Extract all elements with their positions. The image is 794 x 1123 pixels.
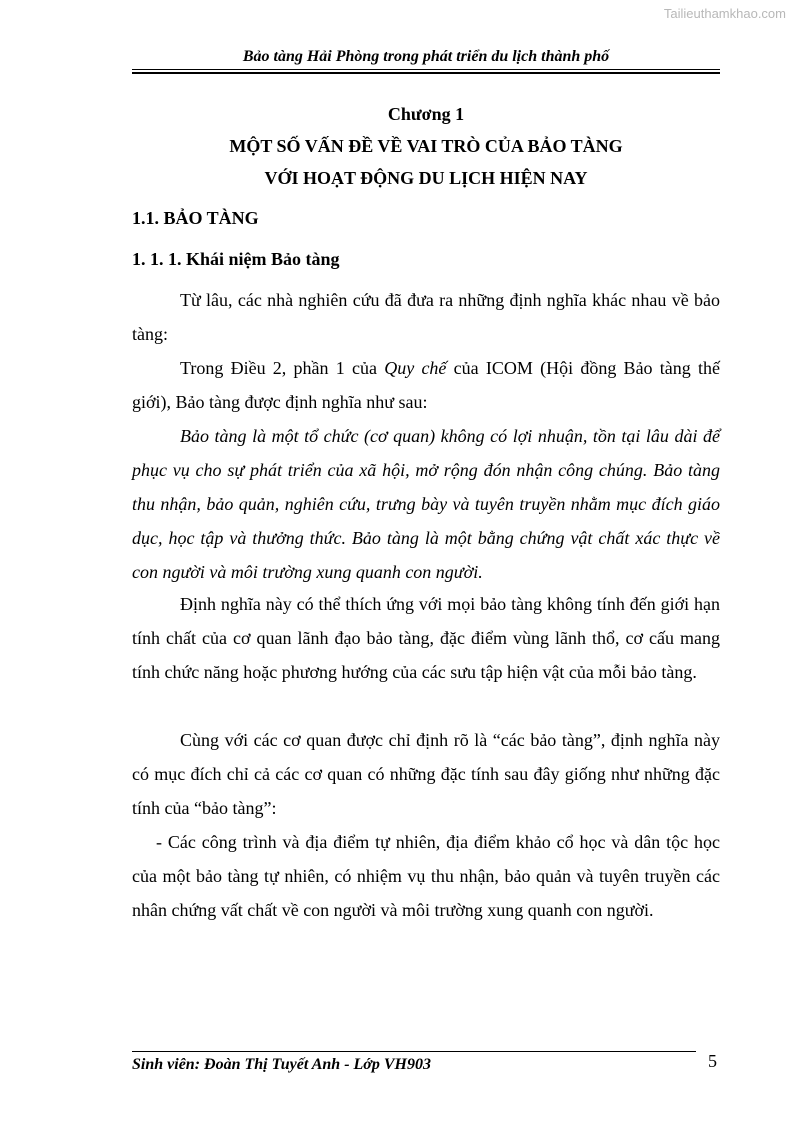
paragraph-definition-quote: Bảo tàng là một tổ chức (cơ quan) không có lợi nhuận, tồn tại lâu dài để phục vụ cho sự phát triển của xã hội, mở rộng đón nhận công chúng. Bảo tàng thu nhận, bảo quản, nghiên cứu, trưng bày và tuyên truyền nhằm mục đích giáo dục, học tập và thưởng thức. Bảo tàng là một bằng chứng vật chất xác thực về con người và môi trường xung quanh con người.	[132, 426, 720, 582]
paragraph-definition-scope: Định nghĩa này có thể thích ứng với mọi bảo tàng không tính đến giới hạn tính chất của cơ quan lãnh đạo bảo tàng, đặc điểm vùng lãnh thổ, cơ cấu mang tính chức năng hoặc phương hướng của các sưu tập hiện vật của mỗi bảo tàng.	[132, 594, 720, 682]
header-rule-thin	[132, 69, 720, 70]
paragraph-icom-reference	[132, 351, 720, 419]
paragraph-icom-text-after: của ICOM (Hội đồng Bảo tàng thế giới), Bảo tàng được định nghĩa như sau:	[132, 358, 720, 412]
chapter-title-line2: VỚI HOẠT ĐỘNG DU LỊCH HIỆN NAY	[264, 168, 588, 188]
paragraph-icom-text-before: Trong Điều 2, phần 1 của	[180, 358, 385, 378]
watermark: Tailieuthamkhao.com	[663, 6, 786, 21]
footer-rule	[132, 1051, 696, 1052]
page-number: 5	[708, 1051, 717, 1071]
section-heading: 1.1. BẢO TÀNG	[132, 208, 259, 228]
subsection-heading: 1. 1. 1. Khái niệm Bảo tàng	[132, 249, 340, 269]
paragraph-intro: Từ lâu, các nhà nghiên cứu đã đưa ra những định nghĩa khác nhau về bảo tàng:	[132, 290, 720, 344]
paragraph-icom-italic-term: Quy chế	[384, 358, 447, 378]
running-header: Bảo tàng Hải Phòng trong phát triển du lịch thành phố	[242, 48, 610, 65]
paragraph-extended-definition: Cùng với các cơ quan được chỉ định rõ là “các bảo tàng”, định nghĩa này có mục đích chỉ cả các cơ quan có những đặc tính sau đây giống như những đặc tính của “bảo tàng”:	[132, 730, 720, 818]
footer-student: Sinh viên: Đoàn Thị Tuyết Anh - Lớp VH903	[132, 1056, 431, 1073]
list-item-natural-sites: - Các công trình và địa điểm tự nhiên, địa điểm khảo cổ học và dân tộc học của một bảo tàng tự nhiên, có nhiệm vụ thu nhận, bảo quản và tuyên truyền các nhân chứng vất chất về con người và môi trường xung quanh con người.	[132, 832, 720, 920]
chapter-label: Chương 1	[387, 104, 465, 124]
chapter-title-line1: MỘT SỐ VẤN ĐỀ VỀ VAI TRÒ CỦA BẢO TÀNG	[229, 136, 623, 156]
header-rule-thick	[132, 72, 720, 74]
